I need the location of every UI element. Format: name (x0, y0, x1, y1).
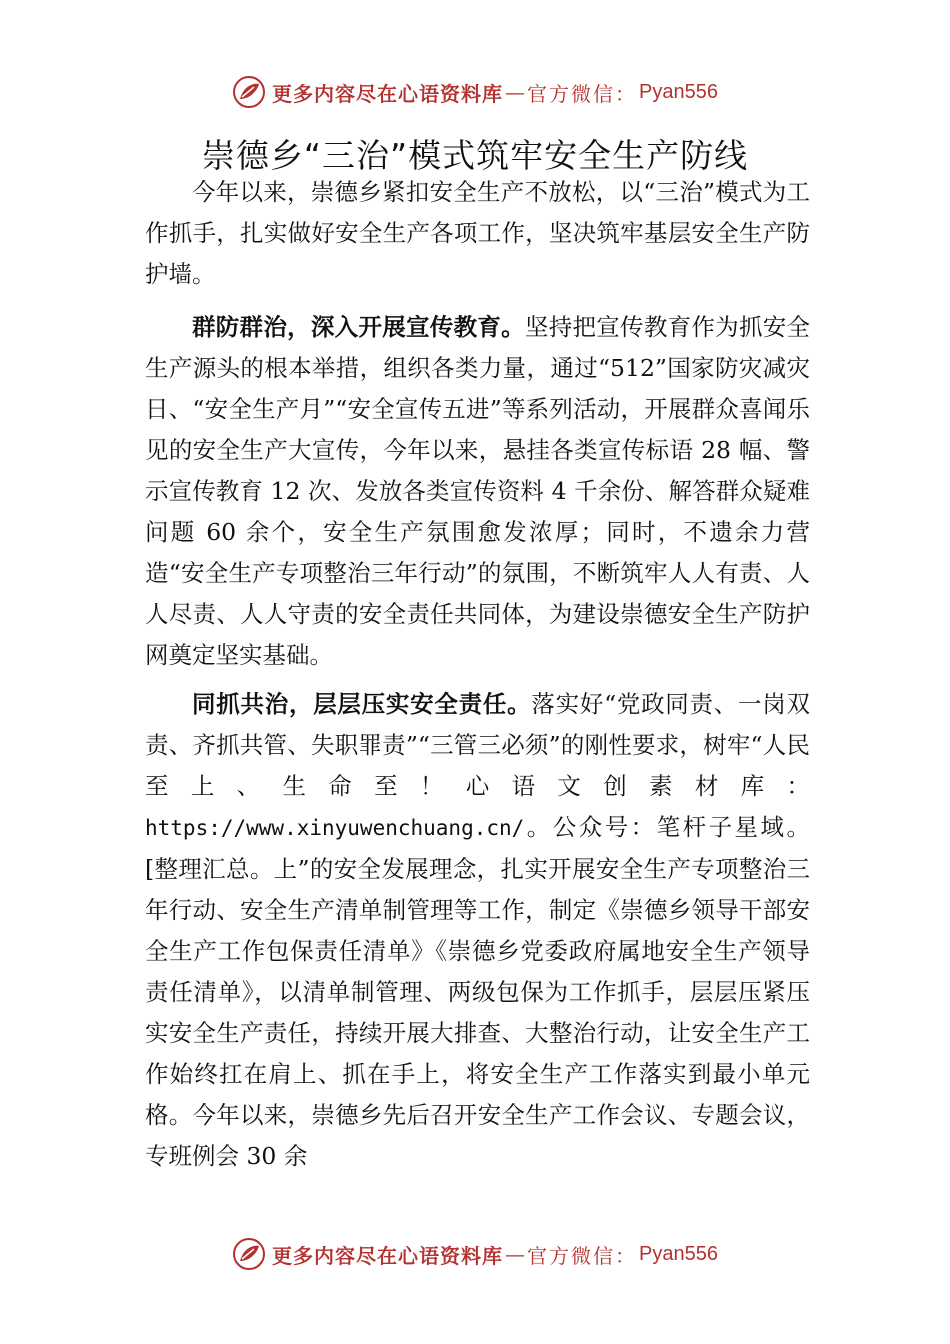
banner-brand: 更多内容尽在心语资料库 (272, 81, 504, 106)
section2-body-b: 。公众号：笔杆子星域。[整理汇总。上”的安全发展理念，扎实开展安全生产专项整治三年行动、安全生产清单制管理等工作，制定《崇德乡领导干部安全生产工作包保责任清单》《崇德乡党委政府属地安全生产领导责任清单》，以清单制管理、两级包保为工作抓手，层层压紧压实安全生产责任，持续开展大排查、大整治行动，让安全生产工作始终扛在肩上、抓在手上，将安全生产工作落实到最小单元格。今年以来，崇德乡先后召开安全生产工作会议、专题会议，专班例会 30 余 (145, 813, 810, 1170)
footer-brand: 更多内容尽在心语资料库 (272, 1243, 504, 1268)
leaf-logo-icon (232, 1237, 266, 1271)
section1-body: 坚持把宣传教育作为抓安全生产源头的根本举措，组织各类力量，通过“512”国家防灾减灾日、“安全生产月”“安全宣传五进”等系列活动，开展群众喜闻乐见的安全生产大宣传，今年以来，悬挂各类宣传标语 28 幅、警示宣传教育 12 次、发放各类宣传资料 4 千余份、解答群众疑难问题 60 余个，安全生产氛围愈发浓厚；同时，不遗余力营造“安全生产专项整治三年行动”的氛围，不断筑牢人人有责、人人尽责、人人守责的安全责任共同体，为建设崇德安全生产防护网奠定坚实基础。 (145, 313, 811, 669)
header-banner (0, 70, 950, 114)
footer-handle: Pyan556 (639, 1242, 718, 1265)
footer-tag: 官方微信： (527, 1243, 638, 1268)
section2-lead: 同抓共治，层层压实安全责任。 (192, 690, 532, 718)
leaf-logo-icon (232, 75, 266, 109)
footer-banner (0, 1232, 950, 1276)
footer-separator: — (505, 1242, 526, 1266)
banner-handle: Pyan556 (639, 80, 718, 103)
source-url: https://www.xinyuwenchuang.cn/ (145, 816, 525, 840)
section1-lead: 群防群治，深入开展宣传教育。 (192, 313, 525, 341)
section2-paragraph (145, 684, 810, 1177)
banner-separator: — (505, 80, 526, 104)
banner-tag: 官方微信： (527, 81, 638, 106)
article-body (145, 172, 810, 1177)
section1-paragraph (145, 307, 810, 676)
section2-body-a: 落实好“党政同责、一岗双责、齐抓共管、失职罪责”“三管三必须”的刚性要求，树牢“人民至上、生命至！心语文创素材库： (145, 690, 811, 800)
intro-paragraph: 今年以来，崇德乡紧扣安全生产不放松，以“三治”模式为工作抓手，扎实做好安全生产各项工作，坚决筑牢基层安全生产防护墙。 (145, 178, 810, 288)
page-title: 崇德乡“三治”模式筑牢安全生产防线 (201, 136, 749, 175)
